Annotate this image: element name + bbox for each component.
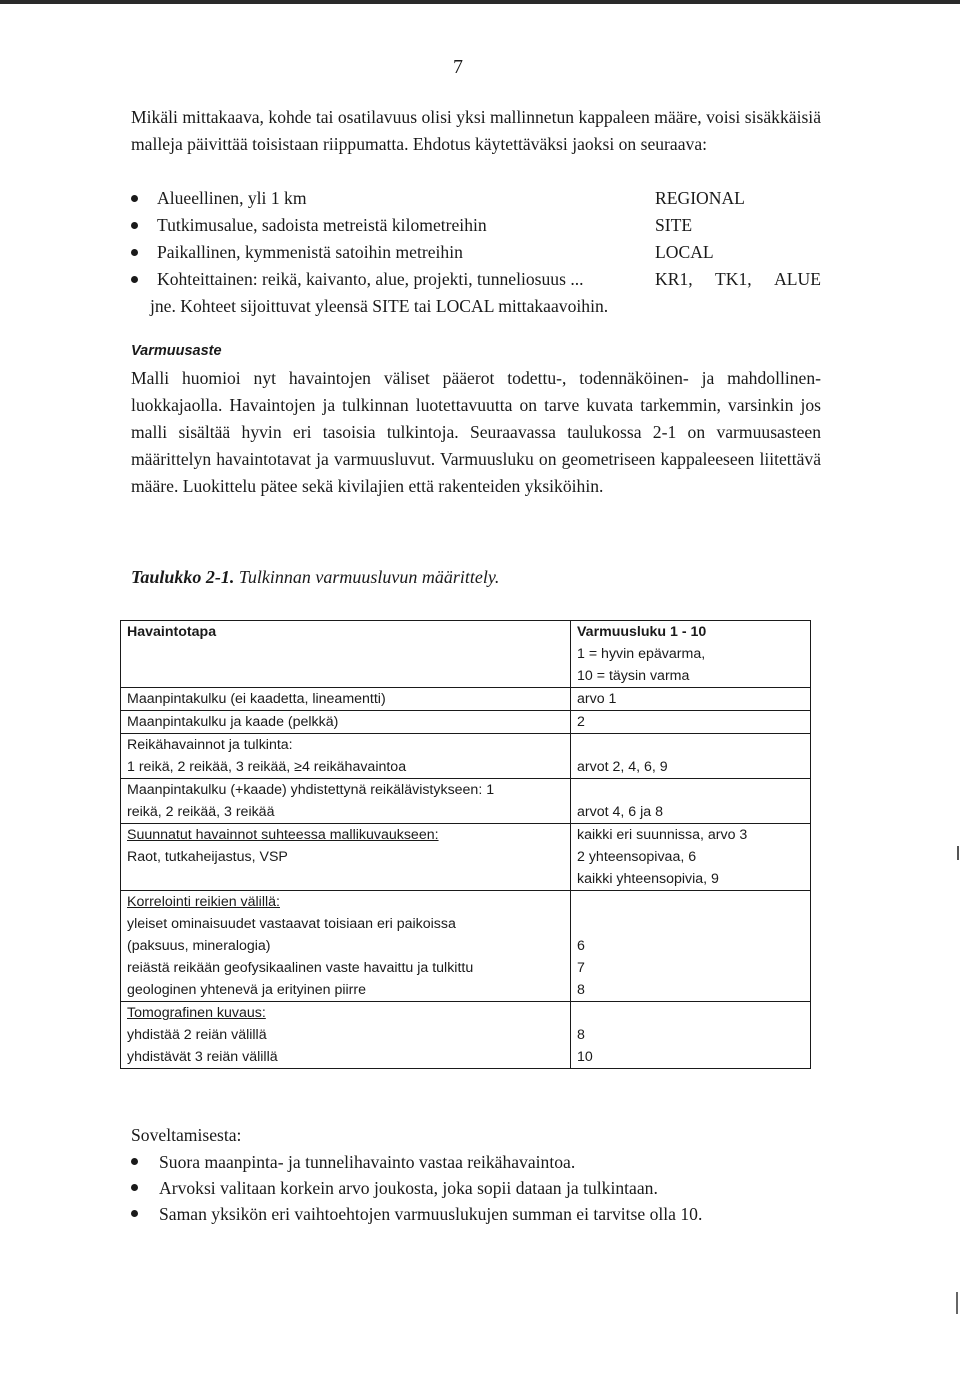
cell-line <box>577 913 804 935</box>
list-item <box>131 1149 821 1175</box>
cell-line: yleiset ominaisuudet vastaavat toisiaan eri paikoissa <box>127 916 456 932</box>
cell-line: (paksuus, mineralogia) <box>127 938 271 954</box>
cell-subheading: Korrelointi reikien välillä: <box>127 894 280 910</box>
scale-code: REGIONAL <box>655 188 745 208</box>
cell-line: Maanpintakulku (ei kaadetta, lineamentti) <box>127 691 386 707</box>
cell-line <box>577 1002 804 1024</box>
table-cell <box>121 734 571 779</box>
table-cell <box>121 1002 571 1069</box>
table-row <box>121 824 811 891</box>
table-cell <box>121 711 571 734</box>
scale-list <box>131 185 821 320</box>
header-label: Havaintotapa <box>127 624 217 640</box>
cell-line: Raot, tutkaheijastus, VSP <box>127 849 288 865</box>
cell-line: yhdistävät 3 reiän välillä <box>127 1049 278 1065</box>
top-edge-line <box>0 0 960 4</box>
table-row <box>121 711 811 734</box>
header-note: 1 = hyvin epävarma, <box>577 646 706 662</box>
cell-line: arvo 1 <box>577 691 617 707</box>
header-label: Varmuusluku 1 - 10 <box>577 624 707 640</box>
scan-mark <box>957 846 959 860</box>
varmuus-paragraph: Malli huomioi nyt havaintojen väliset pääerot todettu-, todennäköinen- ja mahdollinen-luokkajaolla. Havaintojen ja tulkinnan luotettavuutta on tarve kuvata tarkemmin, varsinkin jos malli sisältää hyvin eri tasoisia tulkintoja. Seuraavassa taulukossa 2-1 on varmuusasteen määrittelyn havaintotavat ja varmuusluvut. Varmuusluku on geometriseen kappaleeseen liitettävä määre. Luokittelu pätee sekä kivilajien että rakenteiden yksiköihin. <box>131 368 821 496</box>
cell-line: 6 <box>577 938 585 954</box>
cell-line <box>577 779 804 801</box>
application-list <box>131 1149 821 1227</box>
bullet-icon <box>131 276 138 283</box>
table-cell <box>121 824 571 891</box>
cell-line <box>577 734 804 756</box>
list-item <box>131 185 821 212</box>
bullet-icon <box>131 1210 138 1217</box>
cell-line: Reikähavainnot ja tulkinta: <box>127 737 293 753</box>
list-item <box>131 266 821 293</box>
application-heading: Soveltamisesta: <box>131 1125 242 1145</box>
scale-code-part: TK1, <box>715 269 752 289</box>
scale-code <box>655 266 821 293</box>
section-heading: Varmuusaste <box>131 343 222 359</box>
scale-label: Kohteittainen: reikä, kaivanto, alue, projekti, tunneliosuus ... <box>157 269 584 289</box>
scale-label: Paikallinen, kymmenistä satoihin metreihin <box>157 242 463 262</box>
table-cell <box>571 1002 811 1069</box>
list-item <box>131 1201 821 1227</box>
bullet-icon <box>131 1158 138 1165</box>
cell-line: arvot 2, 4, 6, 9 <box>577 759 668 775</box>
scale-code-part: ALUE <box>774 269 821 289</box>
cell-line: geologinen yhtenevä ja erityinen piirre <box>127 982 366 998</box>
table-row <box>121 779 811 824</box>
cell-line: 8 <box>577 1027 585 1043</box>
scan-mark <box>956 1292 958 1314</box>
list-item <box>131 212 821 239</box>
cell-line: yhdistää 2 reiän välillä <box>127 1027 267 1043</box>
bullet-icon <box>131 1184 138 1191</box>
scale-code: SITE <box>655 215 693 235</box>
cell-line: arvot 4, 6 ja 8 <box>577 804 663 820</box>
scale-label: Alueellinen, yli 1 km <box>157 188 307 208</box>
table-row <box>121 891 811 1002</box>
table-cell <box>571 824 811 891</box>
table-caption-text: Tulkinnan varmuusluvun määrittely. <box>238 567 500 587</box>
table-header-row <box>121 621 811 688</box>
table-cell <box>571 779 811 824</box>
table-row <box>121 688 811 711</box>
cell-line: 8 <box>577 982 585 998</box>
cell-line: 10 <box>577 1049 593 1065</box>
table-cell <box>121 891 571 1002</box>
cell-subheading: Tomografinen kuvaus: <box>127 1005 266 1021</box>
header-cell <box>571 621 811 688</box>
table-row <box>121 1002 811 1069</box>
list-item <box>131 1175 821 1201</box>
scale-code: LOCAL <box>655 242 714 262</box>
cell-line: kaikki eri suunnissa, arvo 3 <box>577 827 748 843</box>
bullet-icon <box>131 249 138 256</box>
cell-line: Maanpintakulku (+kaade) yhdistettynä reikälävistykseen: 1 <box>127 782 495 798</box>
table-cell <box>571 711 811 734</box>
cell-line: 2 yhteensopivaa, 6 <box>577 849 697 865</box>
cell-line: Maanpintakulku ja kaade (pelkkä) <box>127 714 339 730</box>
table-cell <box>571 891 811 1002</box>
cell-line: reiästä reikään geofysikaalinen vaste havaittu ja tulkittu <box>127 960 474 976</box>
table-cell <box>121 779 571 824</box>
cell-line <box>577 891 804 913</box>
table-caption <box>131 567 499 588</box>
intro-paragraph: Mikäli mittakaava, kohde tai osatilavuus olisi yksi mallinnetun kappaleen määre, voisi sisäkkäisiä malleja päivittää toisistaan riippumatta. Ehdotus käytettäväksi jaoksi on seuraava: <box>131 107 821 154</box>
cell-line: reikä, 2 reikää, 3 reikää <box>127 804 275 820</box>
cell-line: 1 reikä, 2 reikää, 3 reikää, ≥4 reikähavaintoa <box>127 759 407 775</box>
scale-label: Tutkimusalue, sadoista metreistä kilometreihin <box>157 215 487 235</box>
header-note: 10 = täysin varma <box>577 668 690 684</box>
cell-line: 2 <box>577 714 585 730</box>
list-item-text: Saman yksikön eri vaihtoehtojen varmuuslukujen summan ei tarvitse olla 10. <box>159 1204 703 1224</box>
scale-code-part: KR1, <box>655 269 693 289</box>
table-caption-number: Taulukko 2-1. <box>131 567 235 587</box>
cell-line <box>127 868 564 890</box>
bullet-icon <box>131 195 138 202</box>
table-cell <box>571 688 811 711</box>
table-row <box>121 734 811 779</box>
bullet-icon <box>131 222 138 229</box>
cell-line: kaikki yhteensopivia, 9 <box>577 871 719 887</box>
cell-subheading: Suunnatut havainnot suhteessa mallikuvaukseen: <box>127 827 439 843</box>
list-item-text: Suora maanpinta- ja tunnelihavainto vastaa reikähavaintoa. <box>159 1152 576 1172</box>
list-item-text: Arvoksi valitaan korkein arvo joukosta, joka sopii dataan ja tulkintaan. <box>159 1178 658 1198</box>
table-cell <box>121 688 571 711</box>
table-cell <box>571 734 811 779</box>
list-continuation: jne. Kohteet sijoittuvat yleensä SITE tai LOCAL mittakaavoihin. <box>150 296 609 316</box>
list-item <box>131 239 821 266</box>
header-cell <box>121 621 571 688</box>
page-number: 7 <box>453 56 463 78</box>
cell-line: 7 <box>577 960 585 976</box>
varmuusluku-table <box>120 620 811 1069</box>
